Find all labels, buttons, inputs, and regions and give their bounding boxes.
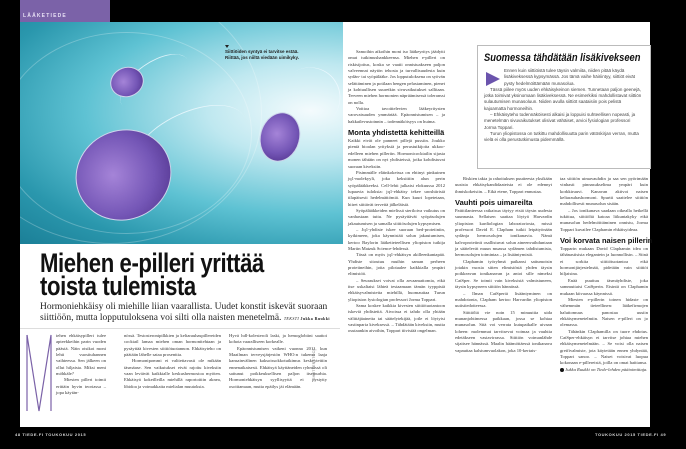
paragraph: – Seuraukset voivat olla arvaamattomia, eikä itse uskaltaisi lähteä testaamaan tämän tyyppistä ehkäisyvalmistetta miehillä, huomauttaa Turun yliopiston fysiologian professori Jorma Toppari. (348, 277, 445, 302)
paragraph: Topparin mukaan David Claphamin idea on tähänastisista elegantein ja luonnollisin. – Siinä ei sorkita siittiötuotantoa eikä hormonijärjestelmää, pidetään vain siittiöt hiljaisina. (560, 246, 648, 277)
paragraph: Turun yliopistossa on tutkittu mahdollisuutta parin vätöskirjan verran, mutta vielä ei olla perustutkimusta pidemmällä. (484, 130, 639, 143)
paragraph: – Ilman CatSperiä lisääntyminen on mahdotonta, Clapham kertoo Harvardin yliopiston uutistiedotteessa. (455, 290, 552, 309)
dropcap-m (25, 333, 53, 413)
photo-credit: SHUTTERSTOCK (312, 347, 316, 380)
paragraph: Tässä on myös jq1-ehkäisyn akilleenkantapää. Yhdiste sitoutuu muihin saman perheen proteiineihin, joita pilotaalee kaikkialla ympäri elimistöä. (348, 252, 445, 277)
author-note-name: Jukka Ruukki (565, 366, 590, 372)
paragraph: Hyvä hdl-kolesteroli laski, ja hemoglobiini saattoi kohota vaaralliseen korkealle. (229, 333, 327, 345)
subheading: Voi korvata naisen pillerin (560, 236, 653, 246)
paragraph: – Ehkäisyteho todennäköisesti alkaisi ja loppuisi suhteellisen nopeasti, ja menetelmän sivuvaikutukset olisivat vähäiset, arvioi fysiologian professori Jorma Toppari. (484, 112, 636, 130)
divider (20, 328, 340, 329)
caption-line-2: Riittää, jos niiltä viedään uimikyky. (225, 55, 299, 60)
paragraph: Riskien takia ja rahoituksen puutteesta yksikään uusista ehkäisykandidaateista ei ole edennyt ihmiskokeisiin. – Eikä etene, Toppari ennustaa. (455, 176, 552, 194)
headline-line-2: toista tulemista (40, 271, 196, 301)
caption-pointer-icon (225, 45, 229, 48)
paragraph: Tähänkin Claphamilla on tuore ehdotus. CatSper-ehkäisyn ei tarvitse johtaa miehen ehkäisymenetelmään. – Se voisi olla naisen greifivalmiste, jota käytetään ennen yhdyntää, Toppari sanoo. – Naiset voisivat luopua kokonaan e-pillereistä, joilla on omat haittansa. (560, 328, 648, 366)
paragraph: taa siittiön uimavauhdin ja saa sen pyörimään vinhasti pinnasukselima ympäri kuin korkkiruuvi. Kanavan aktivoi naisen keltarauhashormoni. Spurtti saattelee siittiön mahdollisesti munasolun sisään. (560, 176, 648, 207)
paragraph: Kaikki eivät ole panneet pillejä pussiin. Joukko pieniä bioalan yrityksiä ja perustutkijoita ukkoo-edelleen miehen pilleriin. Hormonicocktailin sijasta monen tähtäin on nyt yhdisteissä, jotka kohdistuvat suoraan kiveksiin. (348, 138, 445, 169)
subheading: Monta yhdistettä kehitteillä (348, 128, 445, 138)
section-label: LÄÄKETIEDE (23, 13, 67, 19)
footer-left: 48 TIEDE.FI TOUKOKUU 2015 (15, 432, 87, 437)
boxout-title: Suomessa tähdätään lisäkivekseen (484, 52, 641, 64)
paragraph: Syöpälääkkeiden mielissä steriloiva vaikutus on vanhastaan tuttu. Ne pysäyttävät syöpäsolujen jakautumisen ja samalla siittiösolujen kypsymisen. (348, 207, 445, 226)
paragraph: Miesten pilleri toimii erittäin hyvin teoriassa – jopa käytän- (56, 377, 106, 396)
image-caption (225, 45, 299, 61)
svg-text:M: M (25, 333, 26, 334)
paragraph: Pattitilanteessa ratkaisua täytyy etsiä täysin uudesta suunnasta. Sellaisen saattaa löytyä Harvardin yliopiston kardiologian laboratoriosta, missä professori David E. Clapham tutkii leipätyönään sydänja hermosolujen ionikanavia. Nämä kalvoproteiinit osallistuvat solun aineenvaihduntaan ja säätelevät muun muassa sydämen tahdistumista, hermosolujen toimintaa – ja lisääntymistä. (455, 208, 552, 258)
end-mark-icon (560, 368, 564, 372)
article-column-1 (56, 333, 106, 396)
article-column-2 (124, 333, 221, 390)
headline-line-1: Miehen e-pilleri yrittää (40, 248, 264, 278)
paragraph: Sama koskee kaikkia kivesten siittiötuotantoon iskeviä yhdisteitä. Aivoissa ei tahdo olla yhtään välittäjäainetta tai säätelytekijää, jotle ei löytyisi vastinparia kiveksessä. – Tähdätään kiveksiin, mutta osutaankin aivoihin, Toppari tiivistää ongelman. (348, 303, 445, 334)
caption-line-1: Siittiöiden syntyä ei tarvitse estää. (225, 49, 299, 54)
subheading: Vauhti pois uimareilta (455, 198, 533, 208)
paragraph: Enää puuttuu täsmäyhdiste, joka sammuttaisi CatSperin. Etsintä on Claphamin mukaan kiivaassa käynnissä. (560, 277, 648, 296)
paragraph: – Jos ionikanava saadaan oikealla hetkellä tukittua, siittiöltä katoaa liikuntakyky eikä munasolun hedelmöittäminen onnistu, Jorma Toppari kuvailee Claphamin ehkäisyideaa. (560, 207, 648, 232)
author-note (560, 367, 648, 373)
sidebar-boxout (477, 45, 651, 169)
footer-right: TOUKOKUU 2015 TIEDE.FI 49 (595, 432, 667, 437)
article-column-5 (455, 176, 552, 354)
paragraph: Hormonipommi ei valitettavasti ole mikään täsmäase. Sen vaikutukset eivät rajoitu kiveksiin vaan leviävät kaikkialle keskushermostoa myöten. Ehkäisyä kokeilleilla miehillä raportoitiin akneа, libidoa ja voimakkaita mielialan muutoksia. (124, 358, 221, 389)
boxout-text (484, 68, 642, 144)
article-column-4 (348, 49, 445, 335)
paragraph: iehen ehkäisypilleri tulee apteekkeihin parin vuoden päästä. Näin otsikoi moni lehti vuosituhannen vaihteessa. Sen jälkeen on ollut hiljaista. Miksi meni möhkäle? (56, 333, 106, 377)
author-note-text: on Tiede-lehden päätoimittaja. (590, 366, 648, 372)
article-column-6 (560, 176, 653, 373)
paragraph: Tässä piilee myös uuden ehkäisykeinon siemen. Tunnetaan paljon geenejä, jotka toimivat yksinomaan lisäkiveksessä. Ne esimerkiksi mahdollistavat siittiön sulautumisen munasoluun. Niiden avulla siittiöt saataisiin pois pelistä kajoamatta hormoneihin. (484, 86, 642, 111)
paragraph: Siittiöltä vie noin 15 minuuttia uida munanjohtimessa paikkaan, jossa se kohtaa munasolun. Sitä voi verrata kutupaikalle uivaan loheen: molemmat tarvitsevat voimaa ja vauhtia edetäkseen vastavirrassa. Siittiön voimanlähde sijaitsee hännässä. Maalin häämöttäessä ionikanava vapauttaa kalsiumvuolakon, joka 10-kertais- (455, 309, 552, 353)
article-headline (40, 248, 264, 301)
paragraph: Voittoa tavoittelevien lääkeyritysten varovaisuuden ymmärtää. Epäonnistumisen – ja hakkailevustoinnin – todennäköisyys on huima. (348, 106, 445, 124)
paragraph: Samoihin aikoihin moni iso lääkeyritys jäädytti omat tutkimushankkeensa. Miehen e-pilleri on riskisijoitus, koska se vaatii onnistuakseen paljon valveennat näytön tehosta ja turvallisuudesta kuin sydän- tai syöpälääke. Jos lopputuloksena on syövän selättäminen ja potilaan hengen pelastaminen, pienet ja kohtuullisen suuretkin sivuvaikutukset sallitaan. Terveen miehen hormonien näpräämisessä toleranssi on nolla. (348, 49, 445, 105)
paragraph: Miesten e-pillerin toinen hidaste on vähemmän tieteellinen: lääkefirmojen haluttomuus panostaa uusiin ehkäisymenetelmiin. Naisen e-pilleri on jo olemassa. (560, 296, 648, 328)
paragraph: Ennen kuin siittiöistä tulee täysin valmiita, niiden pitää käydä lisäkiveksessä kypsymässä. Jos tämä vaihe häiriintyy, siittiöt eivät pysty hedelmöittämään munasolua. (504, 68, 635, 86)
byline-author: Jukka Ruukki (300, 315, 330, 321)
deck-text: Hormoniehkäisy oli miehille liian vaarallista. Uudet konstit iskevät suoraan siittiöön, mutta lopputuloksena voi silti olla naisten menetelmä. (40, 302, 328, 323)
paragraph: – Jq1-yhdiste iskee suoraan bed-proteiiniin, kytkimeen, joka käynnistää solun jakautumisen, kertoo Baylorin lääketieteellisen yliopiston tutkija Martin Matzuk Science-lehdessä. (348, 226, 445, 251)
section-tab (20, 0, 110, 22)
paragraph: Pisimmälle eläinkokeissa on ehtinyt pinkuinen jq1-molekyyli, joka keksittiin alun perin syöpälääkkeeksi. Cell-lehti julkaisi elokuussa 2012 lupaavia tuloksia: jq1-ehkäisy tekee uroshiiristä tilapäisesti hedelmättömiä. Kun kuuri lopetetaan, hiiret siittävät terveitä jälkeläisiä. (348, 169, 445, 207)
paragraph: Claphamin työryhmä paikansi sattumoisin jotakin vuosia sitten elimistöstä yhden täysin poikkeavan ionikanavan ja antoi sille nimeksi CatSper. Se toimii vain kiveksistä valmistuneen, täysin kypsyneen siittiön hännässä. (455, 258, 552, 290)
paragraph: nössä. Testosteronipilkkien ja keltarauhaspillereiden cocktail lamaa miehen oman hormonitehtaan ja pysäyttää kivesten siittiötuotannon. Ehkäisyteho on päätään lähelle sataa prosenttia. (124, 333, 221, 358)
byline (284, 316, 330, 321)
article-deck (40, 302, 340, 323)
byline-label: TEKSTI (283, 315, 300, 321)
paragraph: Epäonnistumisen vaikeni vuonna 2011, kun Maailman terveysjärjestön WHO:n tukema laaja kansainvälinen kaksoissokkotutkimus keskeytettiin ennenaikaisesti. Ehkäisyä käyttäneiden ryhmässä oli sattunut poikkeuksellisen paljon itsemurhia. Hormoniehkäisyn syyllisyyttä ei pystytty osoittamaan, mutta epäilys jäi elämään. (229, 345, 327, 389)
